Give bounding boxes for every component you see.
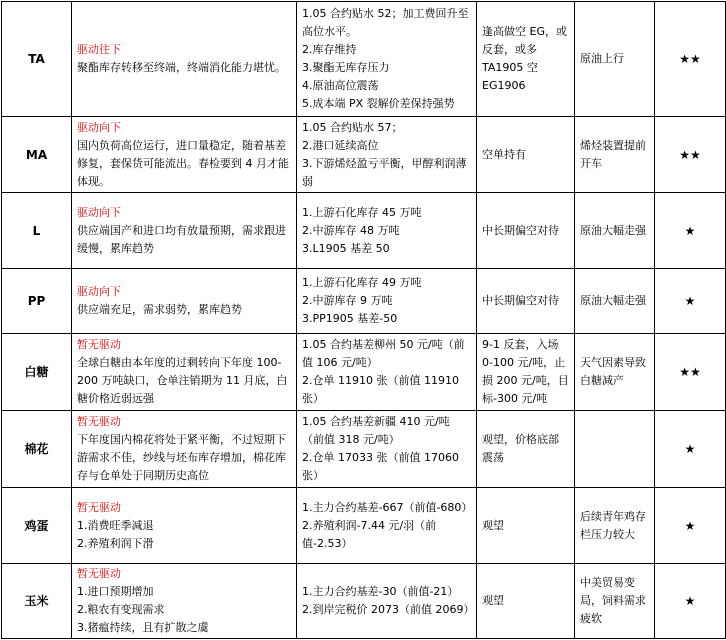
point: 1.05 合约贴水 57； <box>302 120 403 134</box>
table-row-cotton <box>2 411 726 488</box>
driver-description: 供应端充足，需求弱势，累库趋势 <box>77 303 242 316</box>
rating-stars: ★★ <box>655 117 726 193</box>
driver-cell <box>72 334 297 411</box>
driver-line: 1.进口预期增加 <box>77 585 154 598</box>
driver-line: 2.养殖利润下滑 <box>77 536 154 550</box>
key-points-cell <box>297 411 477 488</box>
product-name: 鸡蛋 <box>2 488 72 564</box>
driver-cell <box>72 117 297 193</box>
driver-status: 驱动向下 <box>77 120 121 134</box>
driver-status: 驱动向下 <box>77 285 121 298</box>
product-name: 棉花 <box>2 411 72 488</box>
point: 2.仓单 11910 张（前值 11910 张） <box>302 374 459 405</box>
product-name: MA <box>2 117 72 193</box>
table-row-l <box>2 193 726 269</box>
driver-status: 驱动往下 <box>77 43 121 56</box>
key-points-cell <box>297 269 477 334</box>
point: 1.05 合约贴水 52；加工费回升至高位水平。 <box>302 7 469 38</box>
driver-description: 供应端国产和进口均有放量预期，需求跟进缓慢，累库趋势 <box>77 223 286 255</box>
rating-stars: ★★ <box>655 2 726 117</box>
driver-cell <box>72 2 297 117</box>
driver-description: 全球白糖由本年度的过剩转向下年度 100-200 万吨缺口，仓单注销期为 11 月底，白糖价格近弱远强 <box>77 356 288 405</box>
table-row-sugar <box>2 334 726 411</box>
point: 3.下游烯烃盈亏平衡，甲醇利润薄弱 <box>302 156 467 188</box>
key-points-cell <box>297 117 477 193</box>
driver-description: 国内负荷高位运行，进口量稳定，随着基差修复，套保货可能流出。春检要到 4 月才能体现。 <box>77 138 289 188</box>
point: 4.原油高位震荡 <box>302 79 379 92</box>
point: 1.主力合约基差-30（前值-21） <box>302 585 459 598</box>
key-points-cell <box>297 334 477 411</box>
driver-status: 暂无驱动 <box>77 567 121 580</box>
rating-stars: ★ <box>655 488 726 564</box>
driver-status: 暂无驱动 <box>77 500 121 514</box>
point: 1.05 合约基差柳州 50 元/吨（前值 106 元/吨） <box>302 338 465 369</box>
strategy-cell: 空单持有 <box>477 117 575 193</box>
risk-cell: 烯烃装置提前开车 <box>575 117 655 193</box>
rating-stars: ★ <box>655 269 726 334</box>
point: 1.上游石化库存 49 万吨 <box>302 276 422 289</box>
point: 3.PP1905 基差-50 <box>302 312 398 325</box>
table-row-corn <box>2 564 726 639</box>
driver-cell <box>72 193 297 269</box>
risk-cell: 后续青年鸡存栏压力较大 <box>575 488 655 564</box>
table-row-ta <box>2 2 726 117</box>
point: 2.库存维持 <box>302 43 357 56</box>
product-name: L <box>2 193 72 269</box>
strategy-cell: 中长期偏空对待 <box>477 193 575 269</box>
risk-cell <box>575 411 655 488</box>
risk-cell: 原油大幅走强 <box>575 193 655 269</box>
rating-stars: ★ <box>655 411 726 488</box>
key-points-cell <box>297 564 477 639</box>
risk-cell: 原油上行 <box>575 2 655 117</box>
product-name: TA <box>2 2 72 117</box>
driver-description: 聚酯库存转移至终端，终端消化能力堪忧。 <box>77 61 286 74</box>
table-row-ma <box>2 117 726 193</box>
point: 2.仓单 17033 张（前值 17060 张） <box>302 451 459 482</box>
point: 3.L1905 基差 50 <box>302 241 390 255</box>
driver-status: 驱动向下 <box>77 205 121 219</box>
key-points-cell <box>297 2 477 117</box>
point: 2.中游库存 9 万吨 <box>302 294 393 307</box>
rating-stars: ★ <box>655 564 726 639</box>
point: 3.聚酯无库存压力 <box>302 61 390 74</box>
point: 2.养殖利润-7.44 元/羽（前值-2.53） <box>302 518 437 550</box>
driver-cell <box>72 269 297 334</box>
point: 1.05 合约基差新疆 410 元/吨（前值 318 元/吨） <box>302 415 450 446</box>
product-name: 白糖 <box>2 334 72 411</box>
table-row-egg <box>2 488 726 564</box>
point: 2.港口延续高位 <box>302 138 379 152</box>
commodity-strategy-table <box>1 1 726 639</box>
strategy-cell: 观望 <box>477 488 575 564</box>
key-points-cell <box>297 193 477 269</box>
risk-cell: 中美贸易变局，饲料需求疲软 <box>575 564 655 639</box>
table-row-pp <box>2 269 726 334</box>
driver-line: 1.消费旺季减退 <box>77 518 154 532</box>
driver-cell <box>72 488 297 564</box>
driver-description: 下年度国内棉花将处于紧平衡，不过短期下游需求不佳，纱线与坯布库存增加，棉花库存与仓单处于同期历史高位 <box>77 433 286 482</box>
driver-line: 2.粮农有变现需求 <box>77 603 165 616</box>
risk-cell: 原油大幅走强 <box>575 269 655 334</box>
strategy-cell: 9-1 反套，入场 0-100 元/吨，止损 200 元/吨，目标-300 元/吨 <box>477 334 575 411</box>
point: 1.主力合约基差-667（前值-680） <box>302 500 473 514</box>
driver-cell <box>72 564 297 639</box>
strategy-cell: 观望，价格底部震荡 <box>477 411 575 488</box>
strategy-cell: 观望 <box>477 564 575 639</box>
point: 1.上游石化库存 45 万吨 <box>302 205 422 219</box>
strategy-cell: 中长期偏空对待 <box>477 269 575 334</box>
key-points-cell <box>297 488 477 564</box>
rating-stars: ★ <box>655 193 726 269</box>
driver-cell <box>72 411 297 488</box>
strategy-cell: 逢高做空 EG，或反套，或多 TA1905 空 EG1906 <box>477 2 575 117</box>
driver-status: 暂无驱动 <box>77 338 121 351</box>
point: 5.成本端 PX 裂解价差保持强势 <box>302 97 455 110</box>
point: 2.到岸完税价 2073（前值 2069） <box>302 603 475 616</box>
driver-line: 3.猪瘟持续，且有扩散之虞 <box>77 621 209 634</box>
product-name: PP <box>2 269 72 334</box>
rating-stars: ★★ <box>655 334 726 411</box>
driver-status: 暂无驱动 <box>77 415 121 428</box>
risk-cell: 天气因素导致白糖减产 <box>575 334 655 411</box>
product-name: 玉米 <box>2 564 72 639</box>
point: 2.中游库存 48 万吨 <box>302 223 400 237</box>
